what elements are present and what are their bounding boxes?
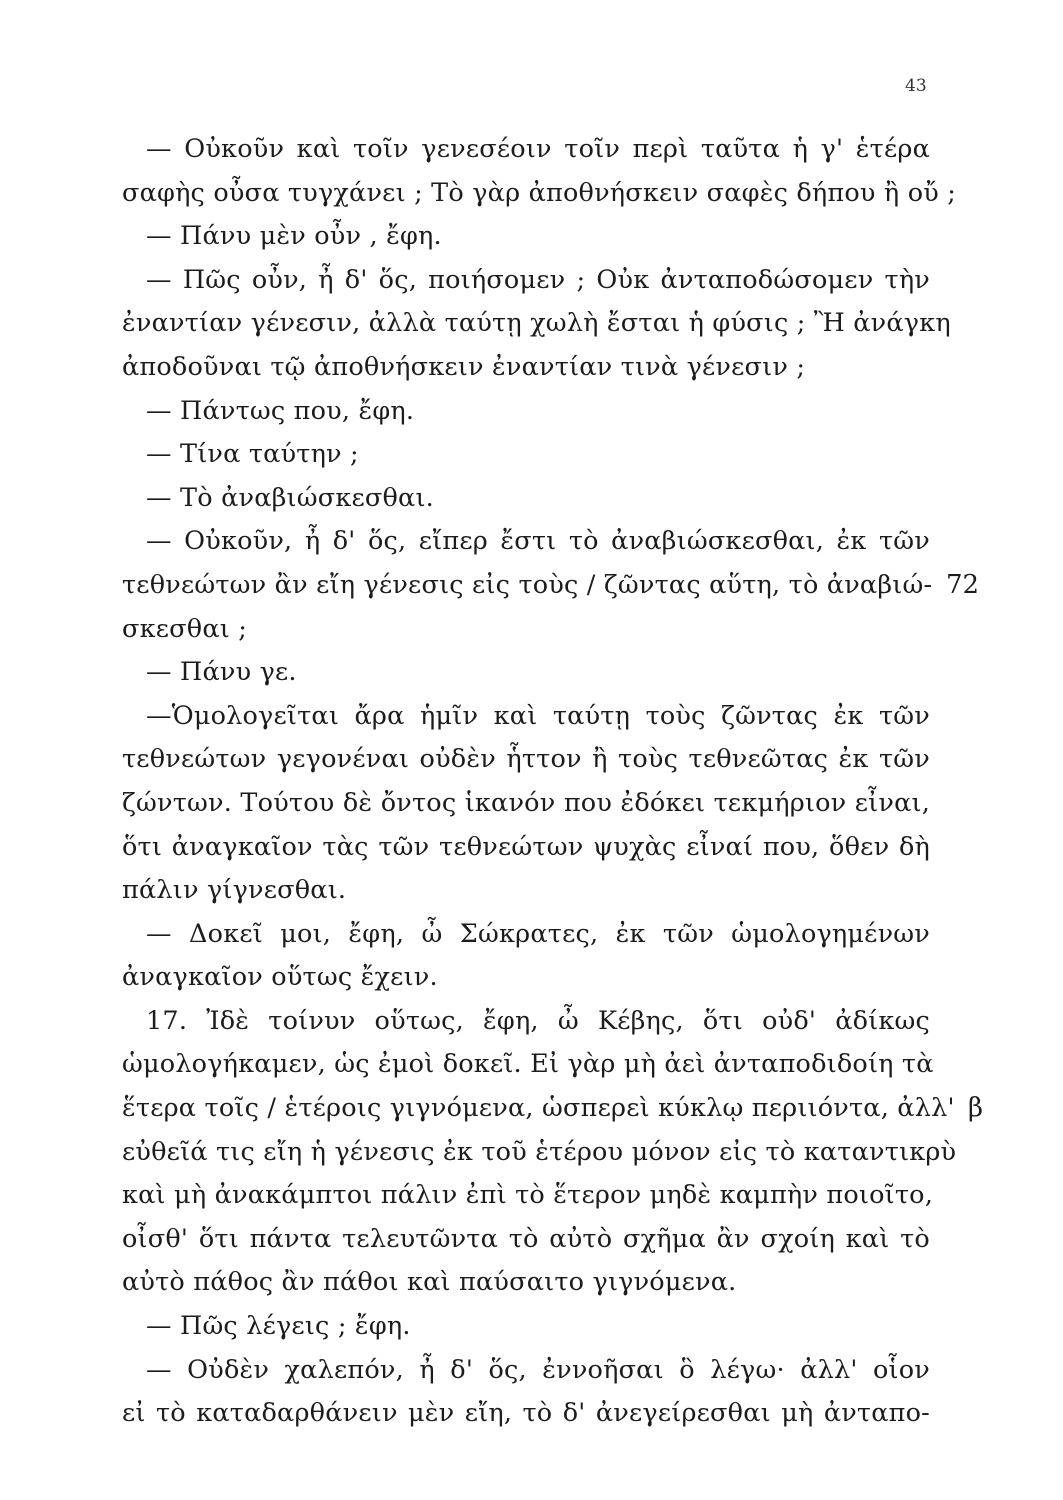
text-line — [0, 1392, 1063, 1436]
line-text: — Τὸ ἀναβιώσκεσθαι. — [146, 482, 434, 513]
line-text: τεθνεώτων γεγονέναι οὐδὲν ἧττον ἢ τοὺς τεθνεῶτας ἐκ τῶν — [122, 744, 930, 775]
line-text: — Τίνα ταύτην ; — [146, 439, 359, 470]
line-text: — Πάνυ γε. — [146, 657, 297, 688]
line-text: — Οὐκοῦν καὶ τοῖν γενεσέοιν τοῖν περὶ ταῦτα ἡ γ' ἑτέρα — [146, 134, 930, 164]
text-line — [0, 913, 1063, 957]
text-line — [0, 520, 1063, 564]
line-text: 17. Ἰδὲ τοίνυν οὕτως, ἔφη, ὦ Κέβης, ὅτι οὐδ' ἀδίκως — [146, 1005, 930, 1036]
line-text: ἀναγκαῖον οὕτως ἔχειν. — [122, 962, 438, 993]
text-line — [0, 956, 1063, 1000]
line-text: — Δοκεῖ μοι, ἔφη, ὦ Σώκρατες, ἐκ τῶν ὡμολογημένων — [146, 918, 930, 949]
line-text: σκεσθαι ; — [122, 613, 248, 644]
text-line — [0, 215, 1063, 259]
line-text: ζώντων. Τούτου δὲ ὄντος ἱκανόν που ἐδόκει τεκμήριον εἶναι, — [122, 787, 930, 818]
line-text: —Ὁμολογεῖται ἄρα ἡμῖν καὶ ταύτῃ τοὺς ζῶντας ἐκ τῶν — [146, 700, 930, 731]
text-line — [0, 1000, 1063, 1044]
text-line — [0, 1349, 1063, 1393]
line-text: πάλιν γίγνεσθαι. — [122, 875, 347, 906]
text-line — [0, 477, 1063, 521]
line-text: αὐτὸ πάθος ἂν πάθοι καὶ παύσαιτο γιγνόμενα. — [122, 1267, 737, 1298]
text-line — [0, 1043, 1063, 1087]
text-line — [0, 1261, 1063, 1305]
text-line — [0, 651, 1063, 695]
page-number: 43 — [905, 76, 927, 96]
text-line — [0, 1218, 1063, 1262]
line-text: — Πῶς λέγεις ; ἔφη. — [146, 1311, 411, 1342]
text-line — [0, 302, 1063, 346]
line-text: ὡμολογήκαμεν, ὡς ἐμοὶ δοκεῖ. Εἰ γὰρ μὴ ἀεὶ ἀνταποδιδοίη τὰ — [122, 1049, 934, 1080]
text-line — [0, 1305, 1063, 1349]
line-text: — Πάντως που, ἔφη. — [146, 395, 415, 426]
line-text: σαφὴς οὖσα τυγχάνει ; Τὸ γὰρ ἀποθνήσκειν σαφὲς δήπου ἢ οὔ ; — [122, 177, 957, 208]
text-line — [0, 782, 1063, 826]
text-line — [0, 390, 1063, 434]
text-line — [0, 1087, 1063, 1131]
text-line — [0, 608, 1063, 652]
line-text: ἀποδοῦναι τῷ ἀποθνήσκειν ἐναντίαν τινὰ γένεσιν ; — [122, 351, 806, 382]
line-text: τεθνεώτων ἂν εἴη γένεσις εἰς τοὺς / ζῶντας αὕτη, τὸ ἀναβιώ- — [122, 569, 933, 600]
margin-reference: β — [968, 1093, 984, 1124]
text-line — [0, 869, 1063, 913]
line-text: — Οὐδὲν χαλεπόν, ἦ δ' ὅς, ἐννοῆσαι ὃ λέγω· ἀλλ' οἷον — [146, 1354, 930, 1385]
text-line — [0, 695, 1063, 739]
line-text: ἕτερα τοῖς / ἑτέροις γιγνόμενα, ὡσπερεὶ κύκλῳ περιιόντα, ἀλλ' — [122, 1093, 955, 1124]
line-text: οἶσθ' ὅτι πάντα τελευτῶντα τὸ αὐτὸ σχῆμα ἂν σχοίη καὶ τὸ — [122, 1223, 930, 1254]
text-line — [0, 1131, 1063, 1175]
text-line — [0, 433, 1063, 477]
text-line — [0, 564, 1063, 608]
line-text: ὅτι ἀναγκαῖον τὰς τῶν τεθνεώτων ψυχὰς εἶναί που, ὅθεν δὴ — [122, 831, 930, 862]
text-body — [0, 128, 1063, 1436]
text-line — [0, 346, 1063, 390]
line-text: καὶ μὴ ἀνακάμπτοι πάλιν ἐπὶ τὸ ἕτερον μηδὲ καμπὴν ποιοῖτο, — [122, 1180, 934, 1211]
text-line — [0, 826, 1063, 870]
line-text: εἰ τὸ καταδαρθάνειν μὲν εἴη, τὸ δ' ἀνεγείρεσθαι μὴ ἀνταπο- — [122, 1398, 930, 1429]
line-text: εὐθεῖά τις εἴη ἡ γένεσις ἐκ τοῦ ἑτέρου μόνον εἰς τὸ καταντικρὺ — [122, 1136, 957, 1167]
line-text: — Πάνυ μὲν οὖν , ἔφη. — [146, 221, 442, 252]
text-line — [0, 1174, 1063, 1218]
text-line — [0, 128, 1063, 172]
margin-reference: 72 — [946, 569, 980, 600]
line-text: ἐναντίαν γένεσιν, ἀλλὰ ταύτῃ χωλὴ ἔσται ἡ φύσις ; Ἢ ἀνάγκη — [122, 308, 951, 339]
line-text: — Πῶς οὖν, ἦ δ' ὅς, ποιήσομεν ; Οὐκ ἀνταποδώσομεν τὴν — [146, 264, 930, 295]
text-line — [0, 172, 1063, 216]
line-text: — Οὐκοῦν, ἦ δ' ὅς, εἴπερ ἔστι τὸ ἀναβιώσκεσθαι, ἐκ τῶν — [146, 526, 930, 557]
text-line — [0, 738, 1063, 782]
text-line — [0, 259, 1063, 303]
